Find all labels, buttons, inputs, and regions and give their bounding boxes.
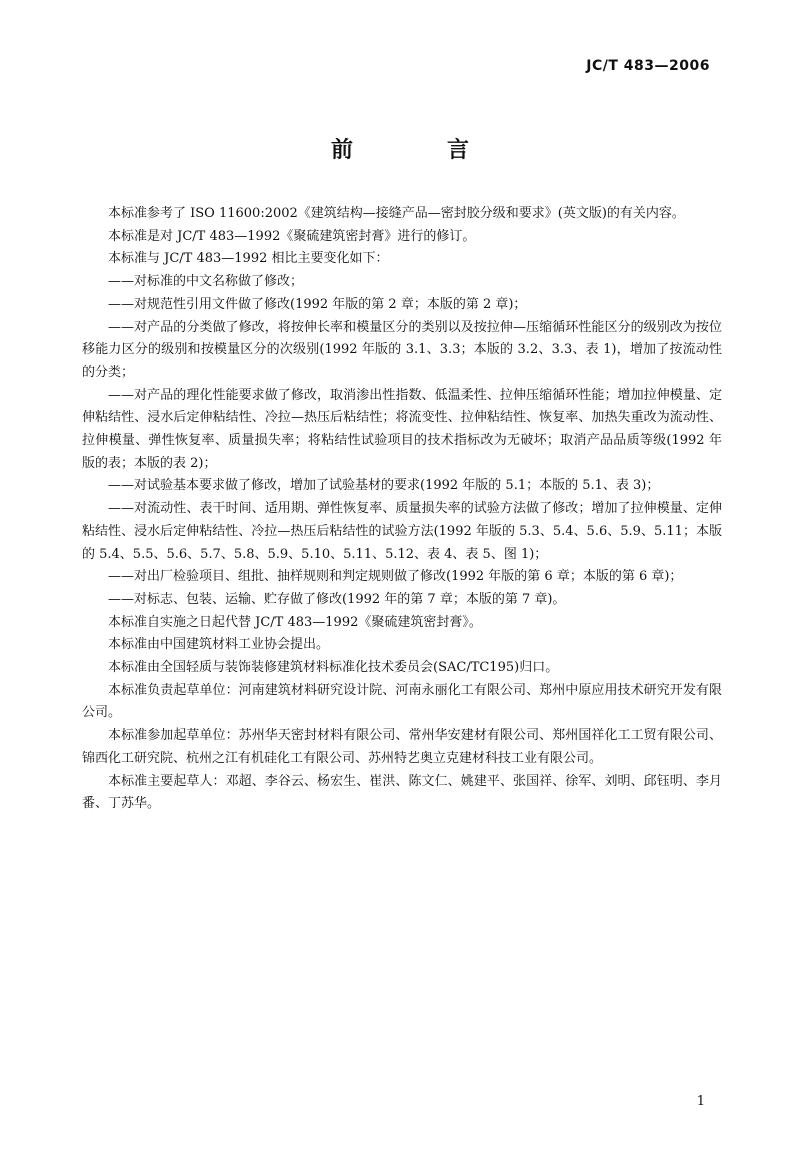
list-item: ——对标准的中文名称做了修改； [108, 274, 304, 290]
list-item: ——对标志、包装、运输、贮存做了修改(1992 年的第 7 章；本版的第 7 章)。 [108, 591, 566, 607]
paragraph: 本标准与 JC/T 483—1992 相比主要变化如下： [108, 251, 389, 267]
paragraph: 本标准是对 JC/T 483—1992《聚硫建筑密封膏》进行的修订。 [108, 228, 476, 244]
paragraph: 本标准参考了 ISO 11600:2002《建筑结构—接缝产品—密封胶分级和要求》(英文版)的有关内容。 [108, 206, 685, 221]
list-item: ——对产品的分类做了修改，将按伸长率和模量区分的类别以及按拉伸—压缩循环性能区分的级别改为按位移能力区分的级别和按模量区分的次级别(1992 年版的 3.1、3.3；本版的 3.2、3.3、表 1)，增加了按流动性的分类； [82, 319, 722, 380]
list-item: ——对试验基本要求做了修改，增加了试验基材的要求(1992 年版的 5.1；本版的 5.1、表 3)； [108, 478, 660, 494]
paragraph: 本标准参加起草单位：苏州华天密封材料有限公司、常州华安建材有限公司、郑州国祥化工工贸有限公司、锦西化工研究院、杭州之江有机硅化工有限公司、苏州特艺奥立克建材科技工业有限公司。 [82, 728, 722, 766]
paragraph: 本标准负责起草单位：河南建筑材料研究设计院、河南永丽化工有限公司、郑州中原应用技术研究开发有限公司。 [82, 682, 722, 721]
document-body [82, 203, 722, 816]
paragraph: 本标准由全国轻质与装饰装修建筑材料标准化技术委员会(SAC/TC195)归口。 [108, 660, 559, 676]
list-item: ——对流动性、表干时间、适用期、弹性恢复率、质量损失率的试验方法做了修改；增加了拉伸模量、定伸粘结性、浸水后定伸粘结性、冷拉—热压后粘结性的试验方法(1992 年版的 5.3、5.4、5.6、5.9、5.11；本版的 5.4、5.5、5.6、5.7、5.8、5.9、5.10、5.11、5.12、表 4、表 5、图 1)； [82, 501, 722, 562]
page-title: 前 言 [330, 138, 505, 163]
list-item: ——对出厂检验项目、组批、抽样规则和判定规则做了修改(1992 年版的第 6 章；本版的第 6 章)； [108, 569, 683, 585]
standard-code: JC/T 483—2006 [586, 58, 710, 74]
page-number: 1 [696, 1094, 705, 1109]
paragraph: 本标准自实施之日起代替 JC/T 483—1992《聚硫建筑密封膏》。 [108, 614, 482, 630]
list-item: ——对产品的理化性能要求做了修改，取消渗出性指数、低温柔性、拉伸压缩循环性能；增加拉伸模量、定伸粘结性、浸水后定伸粘结性、冷拉—热压后粘结性；将流变性、拉伸粘结性、恢复率、加热失重改为流动性、拉伸模量、弹性恢复率、质量损失率；将粘结性试验项目的技术指标改为无破坏；取消产品品质等级(1992 年版的表；本版的表 2)； [82, 387, 722, 471]
paragraph: 本标准主要起草人：邓超、李谷云、杨宏生、崔洪、陈文仁、姚建平、张国祥、徐军、刘明、邱钰明、李月番、丁苏华。 [82, 773, 722, 812]
list-item: ——对规范性引用文件做了修改(1992 年版的第 2 章；本版的第 2 章)； [108, 296, 527, 312]
paragraph: 本标准由中国建筑材料工业协会提出。 [108, 637, 330, 653]
